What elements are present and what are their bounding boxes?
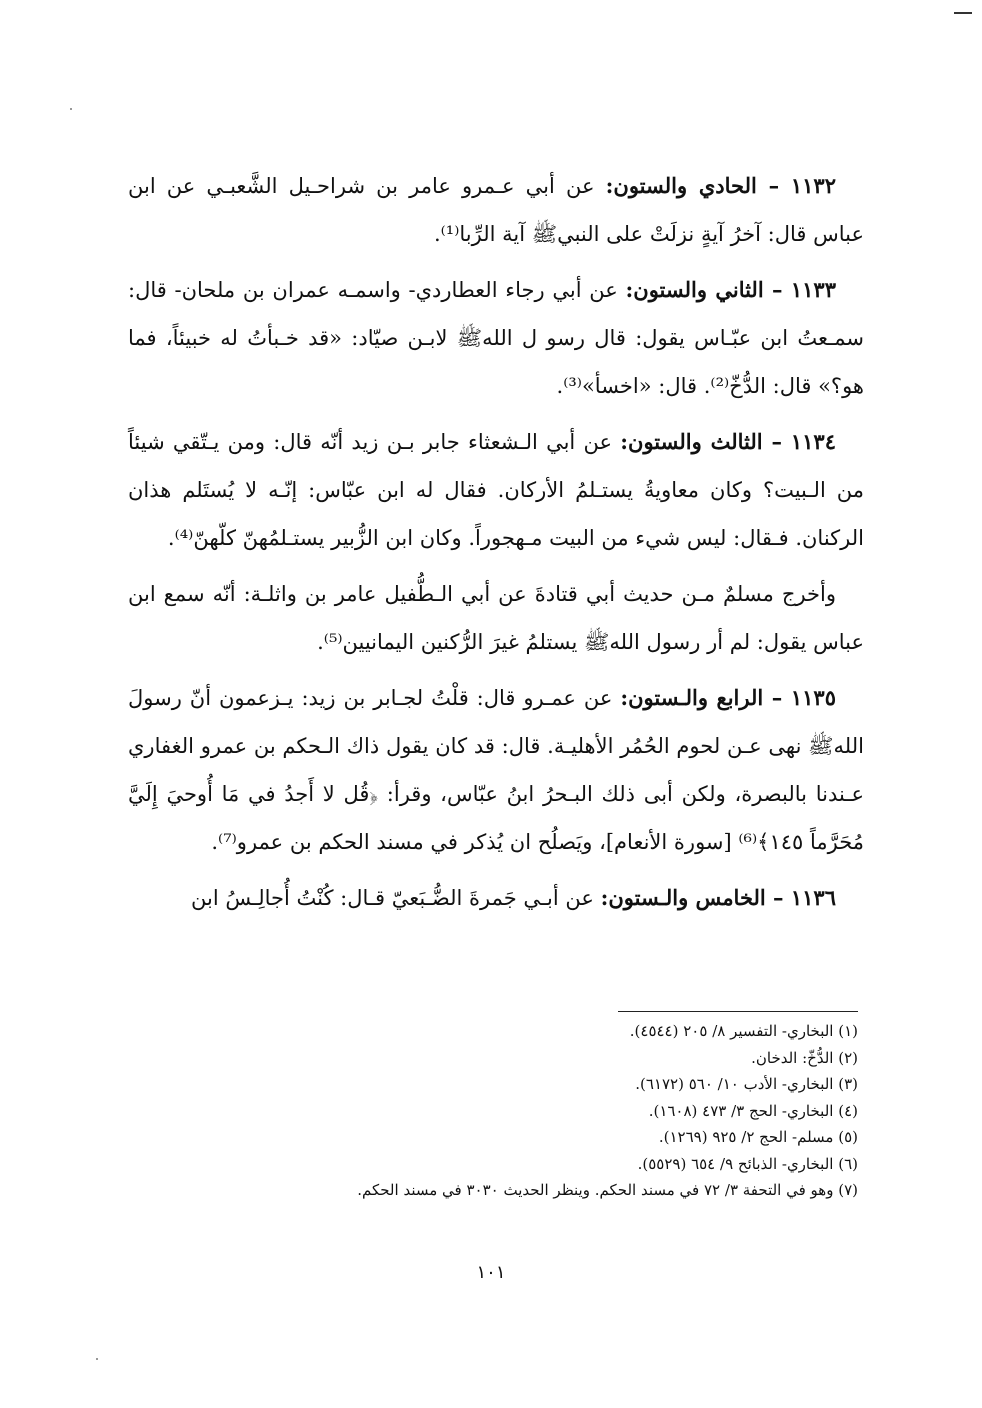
footnote-3: (٣) البخاري- الأدب ١٠/ ٥٦٠ (٦١٧٢). [635, 1075, 858, 1093]
hadith-paragraph-1132 [128, 162, 864, 258]
footnote-7: (٧) وهو في التحفة ٣/ ٧٢ في مسند الحكم. وينظر الحديث ٣٠٣٠ في مسند الحكم. [357, 1181, 858, 1199]
hadith-text: وأخرج مسلمٌ مـن حديث أبي قتادةَ عن أبي الـطُّفيل عامر بن واثلـة: أنّه سمع ابن عباس يقول: لم أر رسول اللهﷺ يستلمُ غيرَ الرُّكنين اليمانيين⁽⁵⁾. [128, 582, 864, 654]
muslim-narration-paragraph [128, 570, 864, 666]
hadith-paragraph-1136 [128, 874, 864, 922]
hadith-paragraph-1134 [128, 418, 864, 562]
hadith-text: عن أبي الـشعثاء جابر بـن زيد أنّه قال: ومن يـتّقي شيئاً من الـبيت؟ وكان معاويةُ يستـلمُ الأركان. فقال له ابن عبّاس: إنّـه لا يُستَلم هذان الركنان. فـقال: ليس شيء من البيت مـهجوراً. وكان ابن الزُّبير يستـلمُهنّ كلّهنّ⁽⁴⁾. [128, 430, 864, 550]
hadith-heading: ١١٣٢ – الحادي والستون: [605, 173, 836, 198]
hadith-text: عن أبي رجاء العطاردي- واسمـه عمران بن ملحان- قال: سمـعتُ ابن عبّـاس يقول: قال رسو ل اللهﷺ لابـن صيّاد: «قد خـبأتُ له خبيئاً، فما هو؟» قال: الدُّخّ⁽²⁾. قال: «اخسأ»⁽³⁾. [128, 278, 864, 398]
scan-speck [70, 108, 72, 110]
hadith-text: عن أبي عـمرو عامر بن شراحـيل الشَّعبـي عن ابن عباس قال: آخرُ آيةٍ نزلَتْ على النبيﷺ آية الرِّبا⁽¹⁾. [128, 174, 864, 246]
page-number: ١٠١ [476, 1262, 506, 1283]
footnote-2: (٢) الدُّخّ: الدخان. [751, 1048, 858, 1067]
footnote-separator [618, 1011, 858, 1012]
scan-speck [96, 1358, 98, 1360]
footnote-6: (٦) البخاري- الذبائح ٩/ ٦٥٤ (٥٥٢٩). [637, 1154, 858, 1173]
footnote-4: (٤) البخاري- الحج ٣/ ٤٧٣ (١٦٠٨). [648, 1101, 858, 1120]
hadith-heading: ١١٣٦ – الخامس والـستون: [600, 885, 836, 910]
main-text [128, 162, 864, 930]
hadith-heading: ١١٣٤ – الثالث والستون: [620, 429, 836, 454]
corner-scan-mark [954, 12, 972, 14]
hadith-paragraph-1133 [128, 266, 864, 410]
hadith-paragraph-1135 [128, 674, 864, 866]
footnotes [128, 1018, 858, 1204]
hadith-text: عن أبـي جَمرةَ الضُّـبَعيّ قـال: كُنْتُ أُجالِـسُ ابن [190, 886, 601, 910]
hadith-heading: ١١٣٣ – الثاني والستون: [625, 277, 836, 302]
hadith-text: عن عمـرو قال: قلْتُ لجـابر بن زيد: يـزعمون أنّ رسولَ اللهﷺ نهى عـن لحوم الحُمُر الأهليـة. قال: قد كان يقول ذاك الـحكم بن عمرو الغفاري عـندنا بالبصرة، ولكن أبى ذلك البـحرُ ابنُ عبّاس، وقرأ: ﴿قُل لا أَجدُ في مَا أُوحيَ إِلَيَّ مُحَرَّماً ١٤٥﴾⁽⁶⁾ [سورة الأنعام]، ويَصلُح ان يُذكر في مسند الحكم بن عمرو⁽⁷⁾. [128, 686, 864, 854]
footnote-1: (١) البخاري- التفسير ٨/ ٢٠٥ (٤٥٤٤). [629, 1022, 858, 1040]
footnote-5: (٥) مسلم- الحج ٢/ ٩٢٥ (١٢٦٩). [658, 1128, 858, 1146]
hadith-heading: ١١٣٥ – الرابع والـستون: [620, 685, 836, 710]
